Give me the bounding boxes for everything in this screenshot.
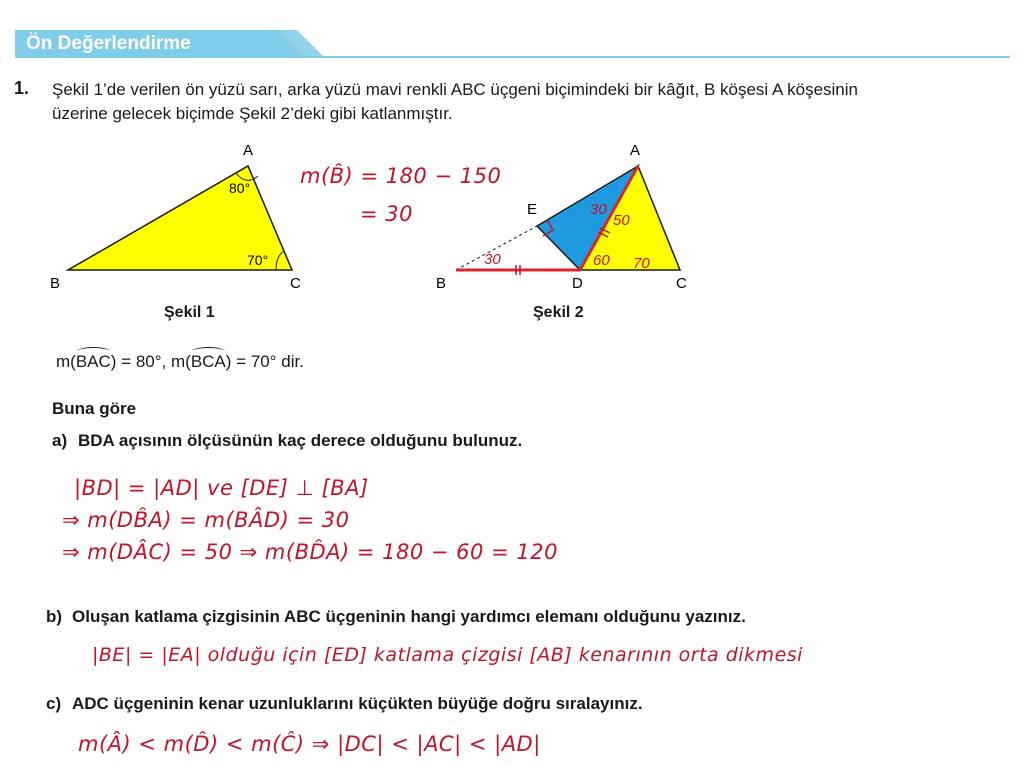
figure-2-folded-triangle	[430, 138, 710, 298]
figure-1-caption: Şekil 1	[164, 304, 215, 321]
figure-2-caption: Şekil 2	[533, 304, 584, 321]
hand-angle-b: 30	[484, 251, 501, 268]
question-number: 1.	[14, 78, 30, 98]
hand-angle-a-yellow: 50	[613, 212, 630, 229]
hand-angle-b-line-1: m(B̂) = 180 − 150	[300, 164, 502, 188]
label-e: E	[527, 201, 538, 218]
part-a-letter: a)	[52, 431, 68, 450]
part-a-hand-line-1: |BD| = |AD| ve [DE] ⊥ [BA]	[74, 476, 369, 500]
given-angles	[56, 352, 304, 372]
label-a: A	[243, 142, 254, 159]
label-b: B	[436, 275, 447, 292]
hand-angle-d: 60	[593, 252, 610, 269]
given-bac: BAC	[75, 352, 111, 371]
hand-angle-a-blue: 30	[590, 201, 607, 218]
part-c-hand: m(Â) < m(D̂) < m(Ĉ) ⇒ |DC| < |AC| < |AD|	[78, 732, 541, 756]
label-b: B	[50, 275, 61, 292]
hand-angle-b-line-2: = 30	[360, 202, 413, 226]
part-b-question: Oluşan katlama çizgisinin ABC üçgeninin hangi yardımcı elemanı olduğunu yazınız.	[72, 607, 746, 626]
part-a-hand-line-3: ⇒ m(DÂC) = 50 ⇒ m(BD̂A) = 180 − 60 = 120	[62, 540, 558, 564]
figure-1-triangle	[40, 138, 330, 298]
given-bca: BCA	[190, 352, 226, 371]
label-c: C	[676, 275, 687, 292]
part-c-letter: c)	[46, 694, 62, 713]
label-c: C	[290, 275, 301, 292]
part-b-letter: b)	[46, 607, 63, 626]
given-mid: ) = 80°, m(	[110, 352, 191, 371]
angle-c-value: 70°	[247, 252, 269, 268]
question-line-2: üzerine gelecek biçimde Şekil 2’deki gibi katlanmıştır.	[52, 104, 453, 123]
section-title: Ön Değerlendirme	[26, 33, 191, 54]
part-b-hand: |BE| = |EA| olduğu için [ED] katlama çizgisi [AB] kenarının orta dikmesi	[92, 644, 803, 666]
part-a-hand-line-2: ⇒ m(DB̂A) = m(BÂD) = 30	[62, 508, 350, 532]
label-a: A	[630, 142, 641, 159]
angle-a-value: 80°	[229, 180, 251, 196]
buna-gore: Buna göre	[52, 399, 137, 418]
label-d: D	[572, 275, 583, 292]
given-m-prefix: m(	[56, 352, 76, 371]
given-suffix: ) = 70° dir.	[225, 352, 304, 371]
question-line-1: Şekil 1’de verilen ön yüzü sarı, arka yüzü mavi renkli ABC üçgeni biçimindeki bir kâğıt, B köşesi A köşesinin	[52, 80, 858, 99]
part-a-question: BDA açısının ölçüsünün kaç derece olduğunu bulunuz.	[78, 431, 523, 450]
hand-angle-c: 70	[633, 255, 650, 272]
question-text	[52, 78, 1012, 126]
part-c-question: ADC üçgeninin kenar uzunluklarını küçükten büyüğe doğru sıralayınız.	[72, 694, 643, 713]
